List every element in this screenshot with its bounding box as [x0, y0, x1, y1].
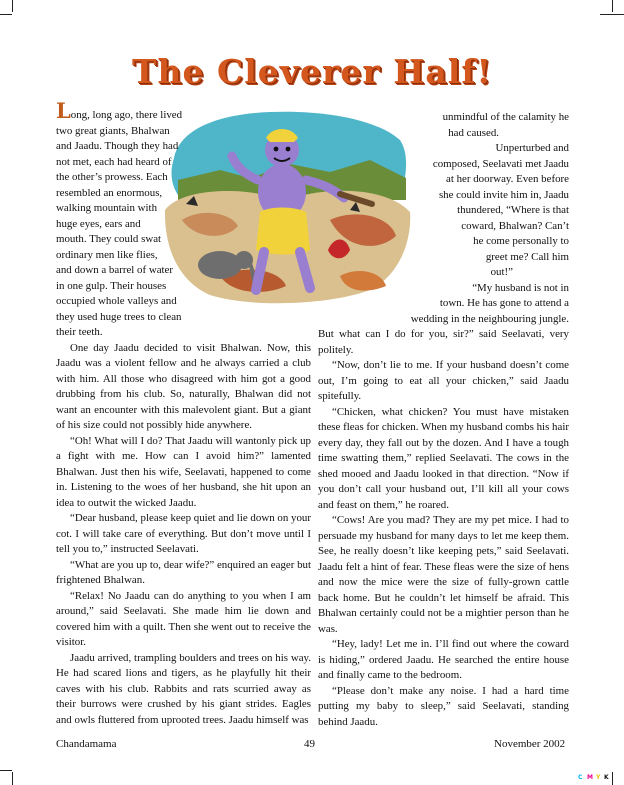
- paragraph: “Hey, lady! Let me in. I’ll find out where the coward is hiding,” ordered Jaadu. He searched the entire house and finally came to the bedroom.: [318, 638, 569, 681]
- text-line: mouth. They could swat: [56, 233, 162, 245]
- text-line: he come personally to: [473, 235, 569, 247]
- text-line: huge eyes, ears and: [56, 217, 141, 230]
- paragraph: “Relax! No Jaadu can do anything to you when I am around,” said Seelavati. She made him lie down and covered him with a quilt. Then she went out to receive the visitor.: [56, 589, 311, 648]
- text-line: out!”: [490, 266, 513, 278]
- text-line: in one gulp. Their houses: [56, 279, 167, 292]
- page-title: The Cleverer Half!: [131, 52, 493, 91]
- paragraph: “What are you up to, dear wife?” enquired an eager but frightened Bhalwan.: [56, 558, 311, 586]
- text-line: ong, long ago, there lived: [70, 109, 183, 121]
- text-line: had caused.: [448, 126, 499, 139]
- left-column: [56, 98, 311, 728]
- paragraph: “Oh! What will I do? That Jaadu will wantonly pick up a fight with me. How can I avoid him?” lamented Bhalwan. Just then his wife, Seelavati, happened to come in. Listening to the woes of her husband, she hit upon an idea to outwit the wicked Jaadu.: [56, 434, 311, 509]
- registration-mark-black: K: [604, 774, 609, 781]
- crop-mark: [0, 14, 12, 15]
- text-line: their teeth.: [56, 326, 103, 338]
- story-intro: [56, 98, 311, 341]
- right-column: [318, 110, 569, 730]
- text-line: the other’s prowess. Each: [56, 171, 168, 183]
- text-line: occupied whole valleys and: [56, 295, 177, 307]
- text-line: wedding in the neighbouring jungle.: [410, 312, 569, 325]
- text-line: “My husband is not in: [472, 281, 569, 294]
- paragraph: Jaadu arrived, trampling boulders and trees on his way. He had scared lions and tigers, as he playfully hit their caves with his club. Rabbits and rats scurried away as their burrows were crushed by his giant strides. Eagles and owls fluttered from uprooted trees. Jaadu himself was: [56, 651, 311, 726]
- story-continuation: [318, 110, 569, 327]
- paragraph: “Chicken, what chicken? You must have mistaken these fleas for chicken. When my husband combs his hair every day, they fall out by the dozen. And I have a tough time swatting them,” replied Seelavati. The cows in the shed mooed and Jaadu looked in that direction. “Now if you don’t call your husband out, I’ll kill all your cows and feast on them,” he roared.: [318, 405, 569, 511]
- paragraph: “Cows! Are you mad? They are my pet mice. I had to persuade my husband for many days to let me keep them. See, he really doesn’t like keeping pets,” said Seelavati. Jaadu felt a hint of fear. These fleas were the size of hens and now the mice were the size of fully-grown cattle back home. But he couldn’t let himself be afraid. This Bhalwan certainly could not be a mightier person than he was.: [318, 514, 569, 635]
- text-line: unmindful of the calamity he: [442, 111, 569, 123]
- text-line: composed, Seelavati met Jaadu: [432, 157, 569, 170]
- crop-mark: [612, 0, 613, 12]
- crop-mark: [12, 772, 13, 785]
- text-line: Unperturbed and: [495, 142, 569, 154]
- text-line: and Jaadu. Though they had: [56, 140, 179, 152]
- footer-magazine: Chandamama: [56, 738, 117, 750]
- paragraph: “Now, don’t lie to me. If your husband doesn’t come out, I’m going to eat all your chicken,” said Jaadu spitefully.: [318, 359, 569, 402]
- text-line: coward, Bhalwan? Can’t: [461, 219, 569, 232]
- text-line: ordinary men like flies,: [56, 248, 158, 261]
- text-line: two great giants, Bhalwan: [56, 124, 170, 137]
- drop-cap: L: [56, 98, 71, 123]
- crop-mark: [12, 0, 13, 12]
- paragraph: One day Jaadu decided to visit Bhalwan. Now, this Jaadu was a violent fellow and he always carried a club with him. All those who disagreed with him got a good drubbing from his club. So, naturally, Bhalwan did not want an encounter with this malevolent giant. But a giant of his size could not possibly hide anywhere.: [56, 341, 311, 431]
- text-line: thundered, “Where is that: [457, 204, 569, 216]
- text-line: at her doorway. Even before: [446, 173, 569, 185]
- text-line: and down a barrel of water: [56, 264, 174, 276]
- paragraph: “Please don’t make any noise. I had a hard time putting my baby to sleep,” said Seelavati, standing behind Jaadu.: [318, 684, 569, 728]
- text-line: walking mountain with: [56, 202, 158, 214]
- paragraph: But what can I do for you, sir?” said Seelavati, very politely.: [318, 328, 569, 356]
- text-line: she could invite him in, Jaadu: [438, 188, 569, 201]
- registration-mark-magenta: M: [587, 774, 593, 781]
- crop-mark: [600, 14, 624, 15]
- text-line: not met, each had heard of: [56, 155, 172, 168]
- registration-mark-yellow: Y: [596, 774, 601, 781]
- paragraph: “Dear husband, please keep quiet and lie down on your cot. I will take care of everything. But don’t move until I tell you to,” instructed Seelavati.: [56, 512, 311, 555]
- text-line: resembled an enormous,: [56, 186, 163, 199]
- footer-page-number: 49: [304, 738, 315, 750]
- crop-mark: [612, 772, 613, 785]
- text-line: town. He has gone to attend a: [439, 297, 569, 309]
- registration-mark-cyan: C: [578, 774, 583, 781]
- text-line: they used huge trees to clean: [56, 310, 182, 323]
- text-line: greet me? Call him: [485, 250, 569, 263]
- crop-mark: [0, 770, 12, 771]
- footer-date: November 2002: [494, 738, 566, 750]
